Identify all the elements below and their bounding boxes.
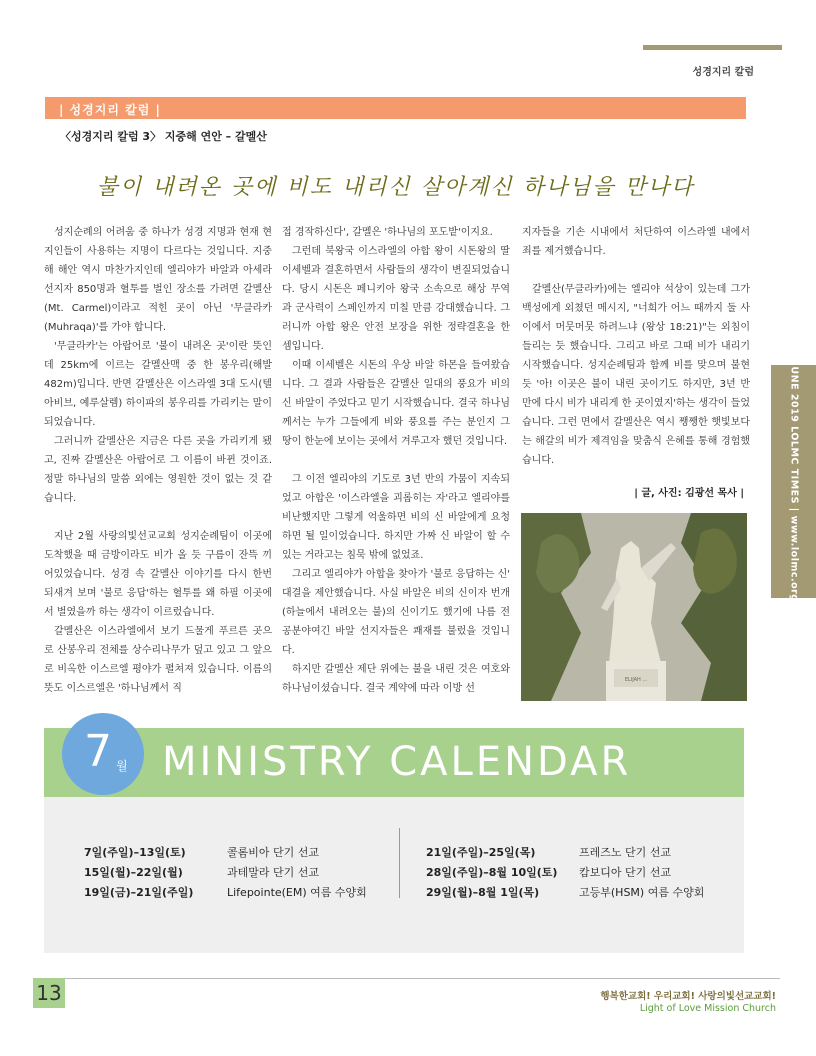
month-circle (62, 713, 144, 795)
calendar-date: 19일(금)–21일(주일) (84, 886, 194, 899)
paragraph: 지자들을 기손 시내에서 처단하여 이스라엘 내에서 죄를 제거했습니다. (522, 227, 750, 257)
article-column-1 (44, 223, 272, 698)
paragraph: 이때 이세벨은 시돈의 우상 바알 하몬을 들여왔습니다. 그 결과 사람들은 갈멜산 일대의 풍요가 비의 신 바알이 주었다고 믿기 시작했습니다. 결국 하나님께서는 누가 그들에게 비와 풍요를 주는 분인지 그 땅이 한눈에 보이는 곳에서 겨루고자 했던 것입니다. (282, 360, 510, 447)
article-subtitle: 〈성경지리 칼럼 3〉 지중해 연안 – 갈멜산 (60, 130, 267, 143)
paragraph: '무클라카'는 아랍어로 '불이 내려온 곳'이란 뜻인데 25km에 이르는 갈멜산맥 중 한 봉우리(해발 482m)입니다. 반면 갈멜산은 이스라엘 3대 도시(텔아비브, 예루살렘) 하이파의 봉우리를 가리키는 말이 되었습니다. (44, 341, 272, 428)
calendar-event: 고등부(HSM) 여름 수양회 (579, 886, 705, 899)
section-tag: 성경지리 칼럼 (692, 67, 754, 78)
calendar-event: 콜롬비아 단기 선교 (227, 846, 320, 859)
article-column-3 (522, 223, 750, 470)
month-unit: 월 (116, 759, 128, 773)
article-column-2 (282, 223, 510, 698)
paragraph: 지난 2월 사랑의빛선교교회 성지순례팀이 이곳에 도착했을 때 금방이라도 비가 올 듯 구름이 잔뜩 끼어있었습니다. 성경 속 갈멜산 이야기를 다시 한번 되새겨 보며 '불로 응답'하는 혈투를 왜 하필 이곳에서 벌였을까 하는 생각이 이르렀습니다. (44, 531, 272, 618)
calendar-event: 캄보디아 단기 선교 (579, 866, 672, 879)
footer-slogan: 행복한교회! 우리교회! 사랑의빛선교교회! (600, 991, 776, 1002)
calendar-date: 15일(월)–22일(월) (84, 866, 183, 879)
plaque-text: ELIJAH ... (624, 677, 648, 683)
calendar-date: 28일(주일)–8월 10일(토) (426, 866, 558, 879)
paragraph: 하지만 갈멜산 제단 위에는 불을 내린 것은 여호와 하나님이셨습니다. 결국 계약에 따라 이방 선 (282, 664, 510, 694)
footer-rule (44, 978, 780, 979)
statue-illustration (521, 513, 747, 701)
month-number: 7 (84, 726, 112, 777)
calendar-divider (399, 828, 400, 898)
header-accent-bar (643, 45, 782, 50)
calendar-banner (44, 728, 744, 797)
section-band-label: | 성경지리 칼럼 | (59, 103, 161, 117)
elijah-statue-photo (521, 513, 747, 701)
calendar-title: MINISTRY CALENDAR (162, 739, 632, 785)
calendar-event: 프레즈노 단기 선교 (579, 846, 672, 859)
section-band (45, 97, 746, 119)
side-tab (771, 361, 816, 602)
calendar-event: Lifepointe(EM) 여름 수양회 (227, 886, 367, 899)
calendar-date: 7일(주일)–13일(토) (84, 846, 186, 859)
author-credit: | 글, 사진: 김광선 목사 | (634, 488, 744, 499)
calendar-event: 과테말라 단기 선교 (227, 866, 320, 879)
paragraph: 성지순례의 어려움 중 하나가 성경 지명과 현재 현지인들이 사용하는 지명이 다르다는 것입니다. 지중해 해안 역시 마찬가지인데 엘리야가 바알과 아세라 선지자 850명과 혈투를 벌인 장소를 가려면 갈멜산(Mt. Carmel)이라고 적힌 곳이 아닌 '무클라카(Muhraqa)'를 가야 합니다. (44, 227, 272, 333)
calendar-right-dates (426, 843, 557, 903)
paragraph: 접 경작하신다', 갈멜은 '하나님의 포도밭'이지요. (282, 227, 493, 238)
paragraph: 그 이전 엘리야의 기도로 3년 반의 가뭄이 지속되었고 아합은 '이스라엘을 괴롭히는 자'라고 엘리야를 비난했지만 그렇게 억울하면 비의 신 바알에게 요청하면 될 일이었습니다. 하지만 가짜 신 바알이 할 수 있는 거라고는 침묵 밖에 없었죠. (282, 474, 510, 561)
paragraph: 갈멜산(무클라카)에는 엘리야 석상이 있는데 그가 백성에게 외쳤던 메시지, "너희가 어느 때까지 둘 사이에서 머뭇머뭇 하려느냐 (왕상 18:21)"는 외침이 들리는 듯 했습니다. 그리고 바로 그때 비가 내리기 시작했습니다. 성지순례팀과 함께 비를 맞으며 불현 듯 '아! 이곳은 불이 내린 곳이기도 하지만, 3년 반 만에 다시 비가 내리게 한 곳이였지'하는 생각이 들었습니다. 그런 면에서 갈멜산은 역시 쨍쨍한 햇빛보다는 해갈의 비가 제격임을 맞춤식 은혜를 통해 경험했습니다. (522, 284, 750, 466)
calendar-date: 29일(월)–8월 1일(목) (426, 886, 540, 899)
article-headline: 불이 내려온 곳에 비도 내리신 살아계신 하나님을 만나다 (96, 175, 695, 200)
footer-church-name: Light of Love Mission Church (639, 1003, 776, 1014)
calendar-left-dates (84, 843, 193, 903)
calendar-left-events (227, 843, 367, 903)
paragraph: 그런데 북왕국 이스라엘의 아합 왕이 시돈왕의 딸 이세벨과 결혼하면서 사람들의 생각이 변질되었습니다. 당시 시돈은 페니키아 왕국 소속으로 해상 무역과 군사력이 스페인까지 미칠 만큼 강대했습니다. 그러니까 아합 왕은 안전 보장을 위한 정략결혼을 한 셈입니다. (282, 246, 510, 352)
paragraph: 그리고 엘리야가 아합을 찾아가 '불로 응답하는 신' 대결을 제안했습니다. 사실 바알은 비의 신이자 번개(하늘에서 내려오는 불)의 신이기도 했기에 나름 전공분야여긴 바알 선지자들은 쾌재를 불렀을 것입니다. (282, 569, 510, 656)
calendar-right-events (579, 843, 704, 903)
paragraph: 그러니까 갈멜산은 지금은 다른 곳을 가리키게 됐고, 진짜 갈멜산은 아랍어로 그 이름이 바뀐 것이죠. 정말 하나님의 말씀 외에는 영원한 것이 없는 것 같습니다. (44, 436, 272, 504)
side-tab-text: JUNE 2019 LOLMC TIMES | www.lolmc.org (788, 361, 799, 602)
page-number: 13 (33, 978, 65, 1008)
calendar-date: 21일(주일)–25일(목) (426, 846, 536, 859)
paragraph: 갈멜산은 이스라엘에서 보기 드물게 푸르른 곳으로 산봉우리 전체를 상수리나무가 덮고 있고 그 앞으로 비옥한 이스르엘 평야가 펼쳐져 있습니다. 이름의 뜻도 이스르엘은 '하나님께서 직 (44, 626, 272, 694)
